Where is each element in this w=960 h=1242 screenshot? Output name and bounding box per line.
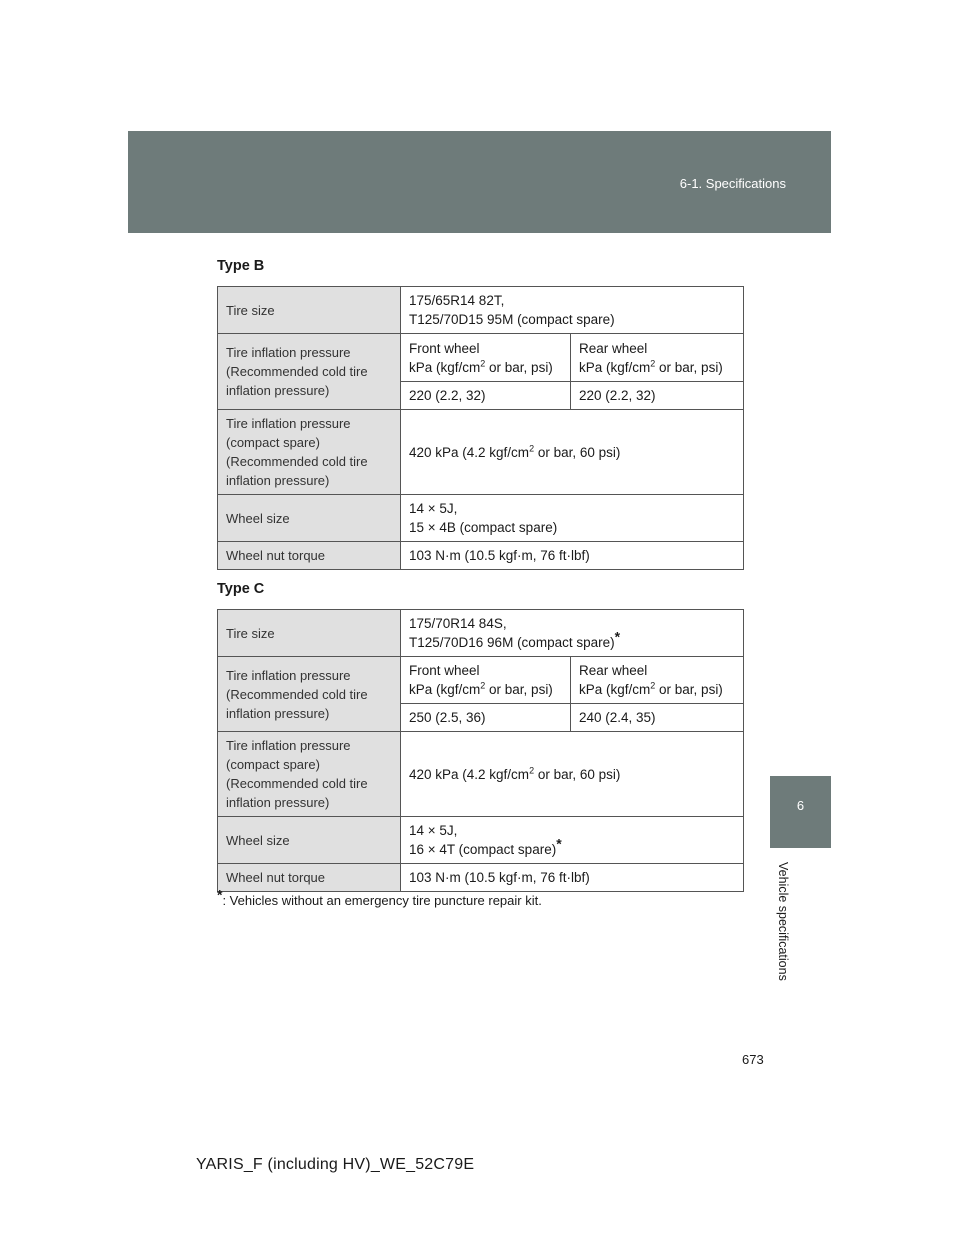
front-pressure-value: 250 (2.5, 36) — [401, 704, 571, 732]
rear-pressure-value: 240 (2.4, 35) — [571, 704, 744, 732]
rear-wheel-header — [571, 657, 744, 704]
rear-wheel-label: Rear wheel — [579, 663, 648, 678]
spare-pressure-value: 420 kPa (4.2 kgf/$cm^2$ or bar, 60 psi) — [401, 732, 744, 817]
tire-size-line: 175/65R14 82T, — [409, 293, 505, 308]
chapter-label: Vehicle specifications — [776, 862, 790, 981]
front-unit: kPa ($kgf/cm^2$ or bar, psi) — [409, 358, 553, 375]
footnote-asterisk: * — [217, 886, 223, 903]
front-unit: kPa ($kgf/cm^2$ or bar, psi) — [409, 680, 553, 697]
document-code: YARIS_F (including HV)_WE_52C79E — [196, 1156, 475, 1173]
rear-wheel-header — [571, 334, 744, 382]
type-c-title: Type C — [217, 581, 265, 597]
wheel-size-value — [401, 817, 744, 864]
wheel-size-spare-line: 16 × 4T (compact spare)* — [409, 835, 562, 857]
type-b-table — [217, 286, 744, 570]
front-pressure-value: 220 (2.2, 32) — [401, 382, 571, 410]
tire-size-spare-line: T125/70D15 95M (compact spare) — [409, 312, 615, 327]
nut-torque-value: 103 N·m (10.5 kgf·m, 76 ft·lbf) — [401, 864, 744, 892]
tire-size-value — [401, 287, 744, 334]
tire-size-line: 175/70R14 84S, — [409, 616, 507, 631]
wheel-size-value — [401, 495, 744, 542]
pressure-label: Tire inflation pressure (Recommended cold tire inflation pressure) — [218, 657, 401, 732]
tire-size-label: Tire size — [218, 610, 401, 657]
front-wheel-header — [401, 334, 571, 382]
section-header: 6-1. Specifications — [679, 176, 786, 191]
footnote-marker: * — [556, 835, 562, 852]
wheel-size-line: 14 × 5J, — [409, 823, 458, 838]
footnote — [217, 886, 542, 908]
wheel-size-label: Wheel size — [218, 817, 401, 864]
tire-size-value — [401, 610, 744, 657]
wheel-size-label: Wheel size — [218, 495, 401, 542]
type-b-title: Type B — [217, 258, 265, 274]
type-c-table — [217, 609, 744, 892]
chapter-number: 6 — [796, 798, 805, 813]
rear-unit: kPa ($kgf/cm^2$ or bar, psi) — [579, 680, 723, 697]
rear-pressure-value: 220 (2.2, 32) — [571, 382, 744, 410]
spare-pressure-label: Tire inflation pressure (compact spare) (Recommended cold tire inflation pressure) — [218, 732, 401, 817]
spare-pressure-label: Tire inflation pressure (compact spare) (Recommended cold tire inflation pressure) — [218, 410, 401, 495]
pressure-label: Tire inflation pressure (Recommended cold tire inflation pressure) — [218, 334, 401, 410]
footnote-text: : Vehicles without an emergency tire puncture repair kit. — [222, 893, 542, 908]
wheel-size-line: 14 × 5J, — [409, 501, 458, 516]
footnote-marker: * — [614, 628, 621, 645]
front-wheel-label: Front wheel — [409, 663, 480, 678]
nut-torque-value: 103 N·m (10.5 kgf·m, 76 ft·lbf) — [401, 542, 744, 570]
wheel-size-spare-line: 15 × 4B (compact spare) — [409, 520, 558, 535]
page-number: 673 — [742, 1052, 764, 1067]
header-band — [128, 131, 831, 233]
nut-torque-label: Wheel nut torque — [218, 542, 401, 570]
rear-wheel-label: Rear wheel — [579, 340, 648, 356]
front-wheel-header — [401, 657, 571, 704]
rear-unit: kPa ($kgf/cm^2$ or bar, psi) — [579, 358, 723, 375]
spare-pressure-value: 420 kPa (4.2 kgf/$cm^2$ or bar, 60 psi) — [401, 410, 744, 495]
nut-torque-label: Wheel nut torque — [218, 864, 401, 892]
tire-size-label: Tire size — [218, 287, 401, 334]
tire-size-spare-line: T125/70D16 96M (compact spare)* — [409, 628, 621, 650]
front-wheel-label: Front wheel — [409, 340, 480, 356]
